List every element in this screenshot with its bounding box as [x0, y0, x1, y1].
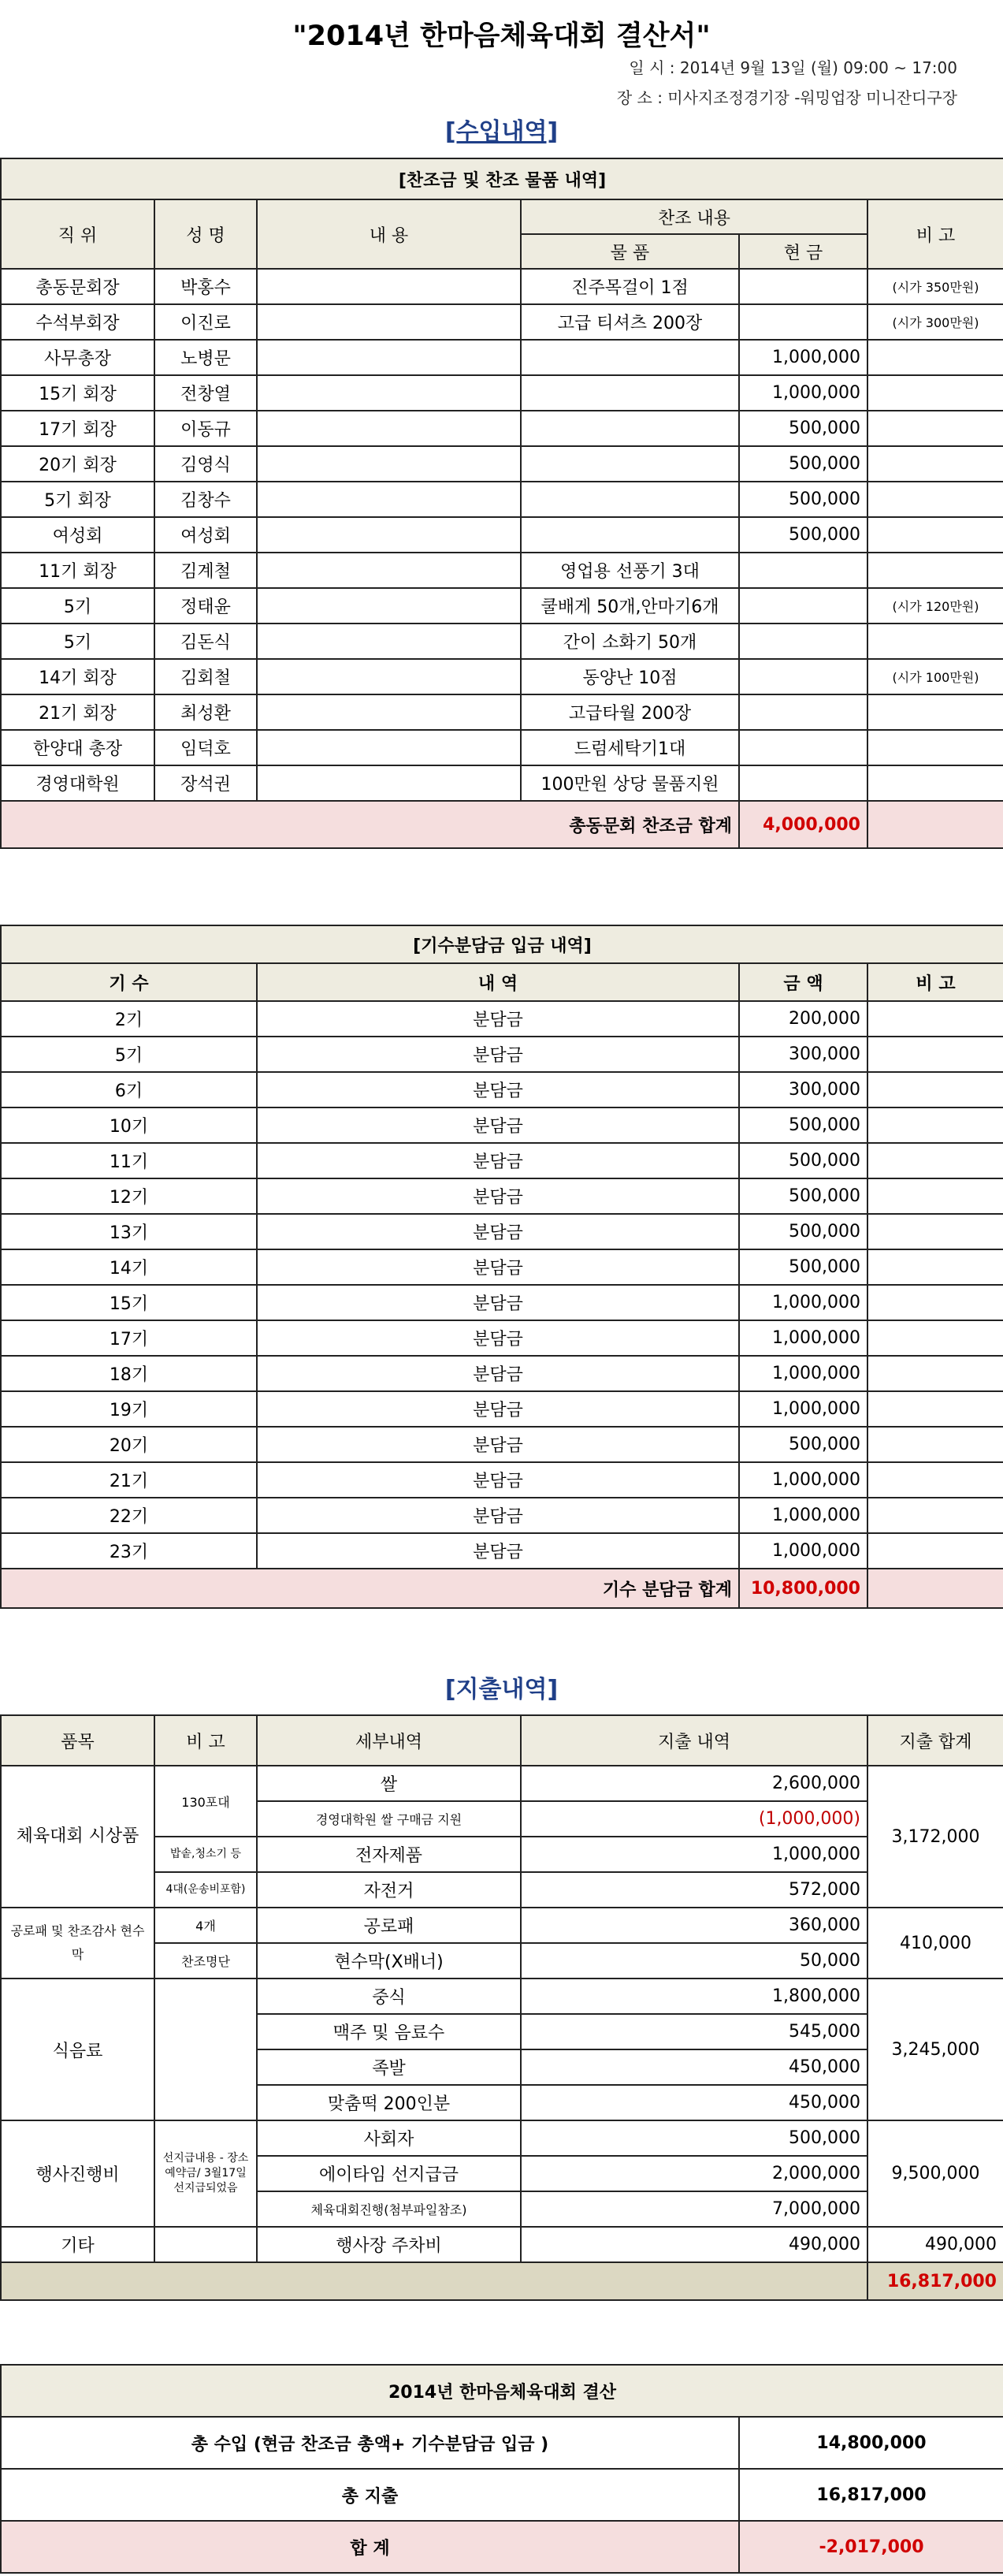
summary-income-label: 총 수입 (현금 찬조금 총액+ 기수분담금 입금 ) [1, 2417, 739, 2469]
dues-cell-amount: 300,000 [739, 1037, 867, 1072]
sponsor-cell-position: 사무총장 [1, 340, 154, 375]
dues-cell-amount: 300,000 [739, 1072, 867, 1107]
col-note: 비 고 [867, 199, 1003, 269]
sponsor-cell-content [257, 553, 521, 588]
sponsor-cell-name: 장석권 [154, 765, 257, 801]
dues-row [1, 1072, 1003, 1107]
sponsor-cell-position: 여성회 [1, 517, 154, 553]
dues-cell-cohort: 10기 [1, 1107, 257, 1143]
dues-row [1, 1462, 1003, 1498]
sponsor-cell-name: 김계철 [154, 553, 257, 588]
dues-cell-amount: 500,000 [739, 1178, 867, 1214]
sponsor-cell-content [257, 588, 521, 624]
sponsor-total-value: 4,000,000 [739, 801, 867, 848]
sponsor-cell-name: 전창열 [154, 375, 257, 411]
sponsor-cell-goods [521, 340, 739, 375]
sponsor-cell-cash: 500,000 [739, 482, 867, 517]
sponsor-cell-cash [739, 694, 867, 730]
col-sub: 세부내역 [257, 1715, 521, 1766]
col-detail: 내 역 [257, 963, 739, 1001]
dues-cell-note [867, 1462, 1003, 1498]
food-amount-0: 1,800,000 [521, 1979, 867, 2014]
dues-cell-detail: 분담금 [257, 1285, 739, 1320]
dues-cell-amount: 500,000 [739, 1427, 867, 1462]
prizes-amount-2: 1,000,000 [521, 1837, 867, 1872]
dues-cell-cohort: 23기 [1, 1533, 257, 1569]
sponsor-cell-content [257, 269, 521, 304]
other-total: 490,000 [867, 2227, 1003, 2262]
col-content: 내 용 [257, 199, 521, 269]
sponsor-cell-name: 정태윤 [154, 588, 257, 624]
dues-cell-detail: 분담금 [257, 1178, 739, 1214]
sponsor-cell-note [867, 517, 1003, 553]
ops-amount-0: 500,000 [521, 2120, 867, 2156]
dues-cell-detail: 분담금 [257, 1072, 739, 1107]
sponsor-cell-cash [739, 765, 867, 801]
sponsor-row [1, 304, 1003, 340]
dues-row [1, 1498, 1003, 1533]
dues-cell-cohort: 19기 [1, 1391, 257, 1427]
dues-cell-detail: 분담금 [257, 1037, 739, 1072]
dues-cell-note [867, 1214, 1003, 1249]
sponsor-caption: [찬조금 및 찬조 물품 내역] [1, 158, 1003, 199]
dues-cell-detail: 분담금 [257, 1391, 739, 1427]
dues-cell-detail: 분담금 [257, 1001, 739, 1037]
sponsor-cell-name: 김창수 [154, 482, 257, 517]
dues-cell-cohort: 15기 [1, 1285, 257, 1320]
sponsor-cell-goods: 동양난 10점 [521, 659, 739, 694]
expense-grand-total: 16,817,000 [867, 2262, 1003, 2300]
dues-cell-cohort: 17기 [1, 1320, 257, 1356]
food-sub-0: 중식 [257, 1979, 521, 2014]
food-amount-1: 545,000 [521, 2014, 867, 2049]
dues-cell-note [867, 1249, 1003, 1285]
dues-row [1, 1391, 1003, 1427]
dues-cell-note [867, 1320, 1003, 1356]
sponsor-cell-name: 이진로 [154, 304, 257, 340]
sponsor-cell-position: 11기 회장 [1, 553, 154, 588]
sponsor-cell-goods [521, 517, 739, 553]
sponsor-cell-content [257, 446, 521, 482]
sponsor-cell-position: 수석부회장 [1, 304, 154, 340]
dues-cell-detail: 분담금 [257, 1462, 739, 1498]
dues-cell-cohort: 2기 [1, 1001, 257, 1037]
prizes-sub-3: 자전거 [257, 1872, 521, 1908]
food-sub-1: 맥주 및 음료수 [257, 2014, 521, 2049]
ops-amount-2: 7,000,000 [521, 2191, 867, 2227]
sponsor-table [0, 158, 1003, 849]
sponsor-cell-name: 이동규 [154, 411, 257, 446]
sponsor-cell-note [867, 765, 1003, 801]
summary-total-value: -2,017,000 [739, 2521, 1003, 2573]
dues-cell-cohort: 22기 [1, 1498, 257, 1533]
dues-row [1, 1285, 1003, 1320]
dues-cell-cohort: 21기 [1, 1462, 257, 1498]
other-note [154, 2227, 257, 2262]
dues-cell-note [867, 1356, 1003, 1391]
dues-cell-cohort: 14기 [1, 1249, 257, 1285]
sponsor-row [1, 553, 1003, 588]
sponsor-row [1, 375, 1003, 411]
sponsor-cell-content [257, 304, 521, 340]
dues-cell-detail: 분담금 [257, 1533, 739, 1569]
col-dues-note: 비 고 [867, 963, 1003, 1001]
dues-cell-cohort: 11기 [1, 1143, 257, 1178]
prizes-amount-1: (1,000,000) [521, 1801, 867, 1837]
dues-cell-detail: 분담금 [257, 1214, 739, 1249]
sponsor-cell-cash: 1,000,000 [739, 340, 867, 375]
sponsor-row [1, 517, 1003, 553]
dues-cell-cohort: 5기 [1, 1037, 257, 1072]
sponsor-cell-position: 총동문회장 [1, 269, 154, 304]
dues-cell-cohort: 6기 [1, 1072, 257, 1107]
sponsor-cell-content [257, 482, 521, 517]
prizes-note-130: 130포대 [154, 1766, 257, 1837]
prizes-note-bike: 4대(운송비포함) [154, 1872, 257, 1908]
sponsor-cell-note [867, 375, 1003, 411]
dues-cell-detail: 분담금 [257, 1143, 739, 1178]
sponsor-cell-name: 김돈식 [154, 624, 257, 659]
prizes-total: 3,172,000 [867, 1766, 1003, 1908]
other-label: 기타 [1, 2227, 154, 2262]
sponsor-row [1, 730, 1003, 765]
sponsor-cell-content [257, 730, 521, 765]
sponsor-cell-goods: 드럼세탁기1대 [521, 730, 739, 765]
sponsor-cell-position: 한양대 총장 [1, 730, 154, 765]
prizes-sub-1: 경영대학원 쌀 구매금 지원 [257, 1801, 521, 1837]
dues-cell-amount: 200,000 [739, 1001, 867, 1037]
sponsor-cell-name: 여성회 [154, 517, 257, 553]
dues-row [1, 1037, 1003, 1072]
summary-total-label: 합 계 [1, 2521, 739, 2573]
sponsor-cell-name: 임덕호 [154, 730, 257, 765]
sponsor-cell-position: 17기 회장 [1, 411, 154, 446]
dues-cell-cohort: 20기 [1, 1427, 257, 1462]
col-sponsor-content: 찬조 내용 [521, 199, 867, 234]
col-amount: 금 액 [739, 963, 867, 1001]
sponsor-cell-cash: 500,000 [739, 517, 867, 553]
dues-cell-cohort: 18기 [1, 1356, 257, 1391]
dues-cell-amount: 1,000,000 [739, 1498, 867, 1533]
sponsor-cell-goods [521, 446, 739, 482]
dues-cell-note [867, 1037, 1003, 1072]
ops-label: 행사진행비 [1, 2120, 154, 2227]
sponsor-cell-goods: 간이 소화기 50개 [521, 624, 739, 659]
sponsor-cell-goods: 100만원 상당 물품지원 [521, 765, 739, 801]
dues-total-note [867, 1569, 1003, 1608]
ops-sub-2: 체육대회진행(첨부파일참조) [257, 2191, 521, 2227]
sponsor-cell-content [257, 659, 521, 694]
dues-cell-amount: 1,000,000 [739, 1462, 867, 1498]
col-position: 직 위 [1, 199, 154, 269]
summary-table [0, 2364, 1003, 2574]
sponsor-cell-cash [739, 269, 867, 304]
sponsor-cell-goods [521, 375, 739, 411]
sponsor-cell-cash [739, 588, 867, 624]
plaques-note-0: 4개 [154, 1908, 257, 1943]
food-sub-3: 맞춤떡 200인분 [257, 2085, 521, 2120]
sponsor-cell-note [867, 624, 1003, 659]
dues-cell-detail: 분담금 [257, 1107, 739, 1143]
col-exp-note: 비 고 [154, 1715, 257, 1766]
sponsor-cell-content [257, 411, 521, 446]
sponsor-cell-cash [739, 659, 867, 694]
sponsor-row [1, 659, 1003, 694]
sponsor-cell-note [867, 446, 1003, 482]
ops-total: 9,500,000 [867, 2120, 1003, 2227]
sponsor-cell-cash: 500,000 [739, 411, 867, 446]
sponsor-cell-note [867, 482, 1003, 517]
col-goods: 물 품 [521, 234, 739, 269]
expense-total-spacer [1, 2262, 867, 2300]
sponsor-cell-goods: 고급타월 200장 [521, 694, 739, 730]
sponsor-cell-note [867, 694, 1003, 730]
dues-cell-amount: 1,000,000 [739, 1320, 867, 1356]
sponsor-cell-note [867, 411, 1003, 446]
dues-row [1, 1320, 1003, 1356]
prizes-sub-0: 쌀 [257, 1766, 521, 1801]
dues-cell-note [867, 1533, 1003, 1569]
plaques-total: 410,000 [867, 1908, 1003, 1979]
page-title: "2014년 한마음체육대회 결산서" [292, 20, 711, 52]
dues-cell-note [867, 1143, 1003, 1178]
sponsor-cell-position: 14기 회장 [1, 659, 154, 694]
food-amount-2: 450,000 [521, 2049, 867, 2085]
prizes-note-appliance: 밥솥,청소기 등 [154, 1837, 257, 1872]
plaques-sub-0: 공로패 [257, 1908, 521, 1943]
sponsor-cell-position: 20기 회장 [1, 446, 154, 482]
sponsor-cell-name: 최성환 [154, 694, 257, 730]
food-sub-2: 족발 [257, 2049, 521, 2085]
dues-table [0, 925, 1003, 1609]
sponsor-cell-position: 21기 회장 [1, 694, 154, 730]
sponsor-cell-position: 5기 [1, 624, 154, 659]
summary-expense-label: 총 지출 [1, 2469, 739, 2521]
dues-cell-amount: 500,000 [739, 1214, 867, 1249]
dues-total-value: 10,800,000 [739, 1569, 867, 1608]
dues-cell-detail: 분담금 [257, 1498, 739, 1533]
dues-row [1, 1107, 1003, 1143]
dues-row [1, 1143, 1003, 1178]
food-total: 3,245,000 [867, 1979, 1003, 2120]
sponsor-row [1, 340, 1003, 375]
sponsor-cell-cash: 500,000 [739, 446, 867, 482]
dues-cell-note [867, 1001, 1003, 1037]
col-exp-detail: 지출 내역 [521, 1715, 867, 1766]
sponsor-cell-name: 김회철 [154, 659, 257, 694]
sponsor-cell-content [257, 375, 521, 411]
sponsor-cell-goods [521, 482, 739, 517]
dues-cell-amount: 500,000 [739, 1249, 867, 1285]
dues-cell-note [867, 1427, 1003, 1462]
dues-cell-detail: 분담금 [257, 1249, 739, 1285]
sponsor-row [1, 482, 1003, 517]
col-exp-total: 지출 합계 [867, 1715, 1003, 1766]
dues-total-label: 기수 분담금 합계 [1, 1569, 739, 1608]
dues-caption: [기수분담금 입금 내역] [1, 925, 1003, 963]
dues-cell-note [867, 1178, 1003, 1214]
dues-cell-cohort: 12기 [1, 1178, 257, 1214]
other-sub: 행사장 주차비 [257, 2227, 521, 2262]
sponsor-row [1, 269, 1003, 304]
dues-cell-detail: 분담금 [257, 1356, 739, 1391]
dues-cell-note [867, 1072, 1003, 1107]
dues-row [1, 1427, 1003, 1462]
dues-cell-detail: 분담금 [257, 1427, 739, 1462]
sponsor-row [1, 694, 1003, 730]
plaques-amount-0: 360,000 [521, 1908, 867, 1943]
sponsor-cell-name: 노병문 [154, 340, 257, 375]
expense-heading: [지출내역] [444, 1676, 559, 1703]
sponsor-row [1, 446, 1003, 482]
dues-cell-note [867, 1285, 1003, 1320]
dues-cell-amount: 1,000,000 [739, 1533, 867, 1569]
food-amount-3: 450,000 [521, 2085, 867, 2120]
sponsor-row [1, 765, 1003, 801]
ops-sub-0: 사회자 [257, 2120, 521, 2156]
dues-cell-amount: 500,000 [739, 1107, 867, 1143]
summary-caption: 2014년 한마음체육대회 결산 [1, 2365, 1003, 2417]
dues-row [1, 1249, 1003, 1285]
sponsor-cell-content [257, 694, 521, 730]
dues-cell-amount: 500,000 [739, 1143, 867, 1178]
food-label: 식음료 [1, 1979, 154, 2120]
prizes-label: 체육대회 시상품 [1, 1766, 154, 1908]
sponsor-cell-note: (시가 120만원) [867, 588, 1003, 624]
food-note [154, 1979, 257, 2120]
sponsor-cell-cash [739, 304, 867, 340]
ops-sub-1: 에이타임 선지급금 [257, 2156, 521, 2191]
dues-cell-note [867, 1498, 1003, 1533]
plaques-label: 공로패 및 찬조감사 현수막 [1, 1908, 154, 1979]
sponsor-cell-cash [739, 730, 867, 765]
dues-cell-amount: 1,000,000 [739, 1391, 867, 1427]
plaques-amount-1: 50,000 [521, 1943, 867, 1979]
sponsor-row [1, 624, 1003, 659]
sponsor-cell-note [867, 340, 1003, 375]
sponsor-total-label: 총동문회 찬조금 합계 [1, 801, 739, 848]
dues-cell-note [867, 1107, 1003, 1143]
sponsor-cell-note: (시가 100만원) [867, 659, 1003, 694]
sponsor-cell-note [867, 730, 1003, 765]
sponsor-cell-goods: 영업용 선풍기 3대 [521, 553, 739, 588]
sponsor-cell-note: (시가 350만원) [867, 269, 1003, 304]
sponsor-cell-name: 김영식 [154, 446, 257, 482]
sponsor-cell-goods: 진주목걸이 1점 [521, 269, 739, 304]
dues-row [1, 1533, 1003, 1569]
plaques-note-1: 찬조명단 [154, 1943, 257, 1979]
prizes-amount-0: 2,600,000 [521, 1766, 867, 1801]
plaques-sub-1: 현수막(X배너) [257, 1943, 521, 1979]
sponsor-cell-note [867, 553, 1003, 588]
other-amount: 490,000 [521, 2227, 867, 2262]
prizes-sub-2: 전자제품 [257, 1837, 521, 1872]
ops-note: 선지급내용 - 장소 예약금/ 3월17일 선지급되었음 [154, 2120, 257, 2227]
sponsor-cell-cash: 1,000,000 [739, 375, 867, 411]
sponsor-cell-name: 박홍수 [154, 269, 257, 304]
sponsor-total-note [867, 801, 1003, 848]
sponsor-cell-content [257, 624, 521, 659]
col-cash: 현 금 [739, 234, 867, 269]
sponsor-cell-position: 5기 회장 [1, 482, 154, 517]
sponsor-cell-cash [739, 553, 867, 588]
summary-income-value: 14,800,000 [739, 2417, 1003, 2469]
sponsor-row [1, 588, 1003, 624]
col-item: 품목 [1, 1715, 154, 1766]
sponsor-cell-position: 5기 [1, 588, 154, 624]
event-date: 일 시 : 2014년 9월 13일 (월) 09:00 ~ 17:00 [629, 58, 957, 77]
sponsor-row [1, 411, 1003, 446]
income-heading [0, 112, 1003, 147]
dues-row [1, 1178, 1003, 1214]
event-place: 장 소 : 미사지조정경기장 -워밍업장 미니잔디구장 [616, 88, 957, 107]
sponsor-cell-goods [521, 411, 739, 446]
ops-amount-1: 2,000,000 [521, 2156, 867, 2191]
sponsor-cell-note: (시가 300만원) [867, 304, 1003, 340]
dues-row [1, 1214, 1003, 1249]
sponsor-cell-position: 15기 회장 [1, 375, 154, 411]
sponsor-cell-content [257, 517, 521, 553]
dues-cell-cohort: 13기 [1, 1214, 257, 1249]
prizes-amount-3: 572,000 [521, 1872, 867, 1908]
sponsor-cell-goods: 쿨배게 50개,안마기6개 [521, 588, 739, 624]
dues-cell-amount: 1,000,000 [739, 1285, 867, 1320]
col-cohort: 기 수 [1, 963, 257, 1001]
summary-expense-value: 16,817,000 [739, 2469, 1003, 2521]
dues-cell-detail: 분담금 [257, 1320, 739, 1356]
expense-table [0, 1714, 1003, 2301]
sponsor-cell-content [257, 765, 521, 801]
dues-row [1, 1356, 1003, 1391]
sponsor-cell-content [257, 340, 521, 375]
col-name: 성 명 [154, 199, 257, 269]
income-heading-text: [수입내역] [444, 118, 559, 146]
dues-row [1, 1001, 1003, 1037]
dues-cell-amount: 1,000,000 [739, 1356, 867, 1391]
sponsor-cell-position: 경영대학원 [1, 765, 154, 801]
sponsor-cell-cash [739, 624, 867, 659]
dues-cell-note [867, 1391, 1003, 1427]
sponsor-cell-goods: 고급 티셔츠 200장 [521, 304, 739, 340]
